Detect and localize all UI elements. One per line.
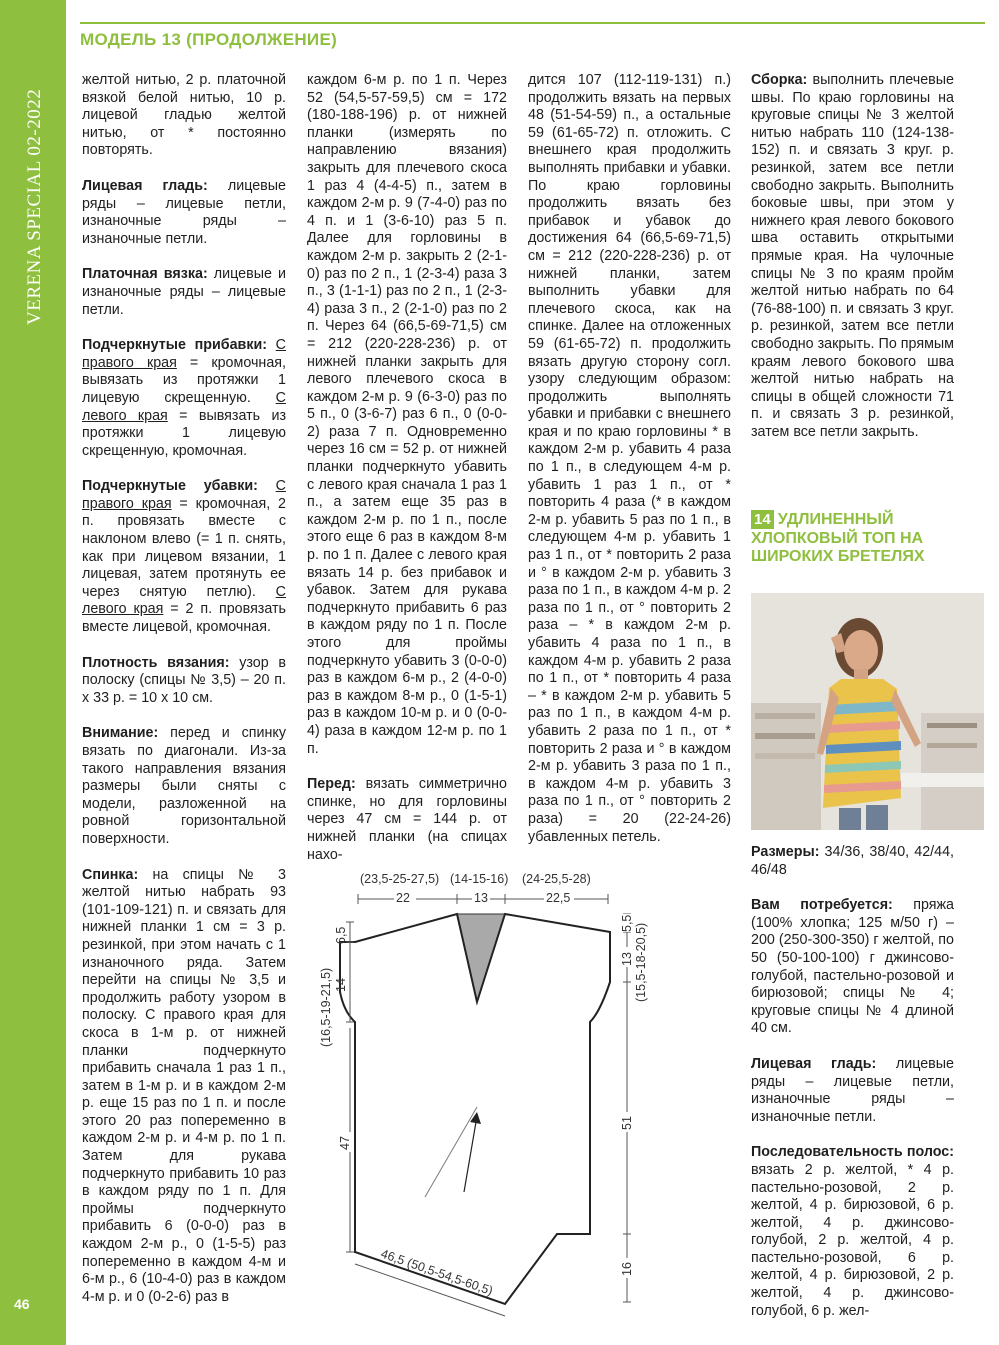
column-1 [82, 72, 286, 1324]
paragraph: Платочная вязка: лицевые и изнаночные ряды – лицевые петли. [82, 266, 287, 318]
model-14-heading [751, 510, 981, 567]
column-3 [528, 72, 731, 864]
woman-photo-illustration [751, 593, 984, 830]
page-number: 46 [14, 1296, 30, 1312]
paragraph: каждом 6-м р. по 1 п. Через 52 (54,5-57-59,5) см = 172 (180-188-196) р. от нижней планки (измерять по направлению вязания) закрыть для плечевого скоса 1 раз 4 (4-4-5) п., затем в каждом 2-м р. 9 (7-4-0) раз по 4 п. и 1 (3-6-10) раз 5 п. Далее для горловины в каждом 2-м р. закрыть 2 (2-1-0) раз по 2 п., 1 (2-3-4) раза 3 п., 3 (1-1-1) раз по 2 п., 1 (2-3-4) раза 3 п., 2 (2-1-0) раз по 2 п. Через 64 (66,5-69-71,5) см = 212 (220-228-236) р. от нижней планки закрыть для левого плечевого скоса в каждом 2-м р. 9 (6-3-0) раз по 5 п., 0 (3-6-7) раз 6 п., 0 (0-0-2) раза 7 п. Одновременно через 16 см = 52 р. от нижней планки подчеркнуто убавить с левого края сначала 1 раз 1 п., а затем еще 35 раз в каждом 2-м р. по 1 п., после этого еще 6 раз в каждом 8-м р. по 1 п. Далее с левого края вязать 14 р. без прибавок и убавок. Затем для рукава подчеркнуто прибавить 6 раз в каждом ряду по 1 п. После этого для проймы подчеркнуто убавить 3 (0-0-0) раз в каждом 6-м р., 2 (4-0-0) раз в каждом 8-м р., 0 (1-5-1) раз в каждом 10-м р. и 0 (0-0-4) раза в каждом 12-м р. по 1 п. [307, 72, 507, 757]
model-title: УДЛИНЕННЫЙ ХЛОПКОВЫЙ ТОП НА ШИРОКИХ БРЕТЕЛЯХ [751, 511, 925, 565]
label-bottom: 46,5 (50,5-54,5-60,5) [379, 1246, 495, 1299]
model-number: 14 [751, 510, 774, 529]
sidebar [0, 0, 66, 1345]
label-left-14: 14 [334, 978, 348, 992]
label-left-65: 6,5 [334, 926, 348, 944]
column-2 [307, 72, 507, 882]
paragraph: Плотность вязания: узор в полоску (спицы № 3,5) – 20 п. х 33 р. = 10 х 10 см. [82, 654, 286, 706]
paragraph: Подчеркнутые прибавки: С правого края = кромочная, вывязать из протяжки 1 лицевую скрещенную. С левого края = вывязать из протяжки 1 лицевую скрещенную, кромочная. [82, 337, 287, 459]
paragraph: дится 107 (112-119-131) п.) продолжить вязать на первых 48 (51-54-59) п., а остальные 59 (61-65-72) п. отложить. С внешнего края продолжить выполнять прибавки и убавки. По краю горловины продолжить вязать без прибавок и убавок до достижения 64 (66,5-69-71,5) см = 212 (220-228-236) р. от нижней планки, затем выполнить убавки для плечевого скоса, как на спинке. Далее на отложенных 59 (61-65-72) п. продолжить вязать другую сторону согл. узору следующим образом: продолжить выполнять убавки и прибавки с внешнего края и по краю горловины * в каждом 2-м р. убавить 4 раза по 1 п., в следующем 4-м р. убавить 1 раз 1 п., от * повторить 4 раза (* в каждом 2-м р. убавить 5 раз по 1 п., в следующем 4-м р. убавить 1 раз 1 п., от * повторить 2 раза и ° в каждом 2-м р. убавить 3 раза по 1 п., в каждом 4-м р. 2 раза по 1 п., от ° повторить 2 раза – * в каждом 2-м р. убавить 4 раза по 1 п., в каждом 4-м р. убавить 2 раза по 1 п., от * повторить 4 раза – * в каждом 2-м р. убавить 5 раз по 1 п., в каждом 4-м р. убавить 2 раза по 1 п., от * повторить 2 раза и ° в каждом 2-м р. убавить 3 раза по 1 п., в каждом 4-м р. убавить 3 раза по 1 п., от ° повторить 2 раза) = 20 (22-24-26) убавленных петель. [528, 72, 731, 845]
label-right-range: (15,5-18-20,5) [634, 922, 648, 1002]
model-photo [751, 593, 984, 830]
label-width-right: 22,5 [546, 891, 571, 905]
column-4 [751, 72, 954, 459]
paragraph: Спинка: на спицы № 3 желтой нитью набрать 93 (101-109-121) п. и связать для нижней планки 1 см = 3 р. резинкой, при этом начать с 1 изнаночного ряда. Затем перейти на спицы № 3,5 и продолжить работу узором в полоску. С правого края для скоса в 1-м р. от нижней планки подчеркнуто прибавить сначала 1 раз 1 п., затем в 1-м р. и в каждом 2-м р. еще 15 раз по 1 п. и после этого 20 раз попеременно в каждом 2-м р. и 4-м р. по 1 п. Затем для рукава подчеркнуто прибавить 10 раз в каждом ряду по 1 п. Для проймы подчеркнуто прибавить 6 (0-0-0) раз в каждом 2-м р., 0 (1-5-5) раз попеременно в каждом 4-м и 6-м р., 6 (10-4-0) раз в каждом 4-м р. и 0 (0-2-6) раз в [82, 866, 286, 1305]
paragraph: Размеры: 34/36, 38/40, 42/44, 46/48 [751, 844, 954, 878]
paragraph: Подчеркнутые убавки: С правого края = кромочная, 2 п. провязать вместе с наклоном влево (= 1 п. снять, как при лицевом вязании, 1 лицевая, затем протянуть ее через снятую петлю). С левого края = 2 п. провязать вместе лицевой, кромочная. [82, 478, 286, 636]
label-left-range: (16,5-19-21,5) [319, 967, 333, 1047]
model-14-text [751, 844, 954, 1338]
page-title: МОДЕЛЬ 13 (ПРОДОЛЖЕНИЕ) [80, 30, 338, 49]
label-left-47: 47 [338, 1136, 352, 1150]
label-top-left: (23,5-25-27,5) [360, 872, 440, 886]
paragraph: Внимание: перед и спинку вязать по диагонали. Из-за такого направления вязания размеры были сняты с модели, разложенной на ровной горизонтальной поверхности. [82, 725, 286, 847]
pattern-diagram [300, 862, 660, 1322]
paragraph: желтой нитью, 2 р. платочной вязкой белой нитью, 10 р. лицевой гладью желтой нитью, от * постоянно повторять. [82, 72, 286, 159]
page-header [80, 22, 985, 68]
label-right-13: 13 [620, 952, 634, 966]
label-width-left: 22 [396, 891, 410, 905]
label-top-right: (24-25,5-28) [522, 872, 591, 886]
paragraph: Лицевая гладь: лицевые ряды – лицевые петли, изнаночные ряды – изнаночные петли. [82, 177, 287, 247]
paragraph: Лицевая гладь: лицевые ряды – лицевые петли, изнаночные ряды – изнаночные петли. [751, 1055, 955, 1125]
label-top-mid: (14-15-16) [450, 872, 509, 886]
label-right-16: 16 [620, 1262, 634, 1276]
paragraph: Вам потребуется: пряжа (100% хлопка; 125 м/50 г) – 200 (250-300-350) г желтой, по 50 (50-100-100) г джинсово-голубой, пастельно-розовой и бирюзовой; спицы № 4; круговые спицы № 4 длиной 40 см. [751, 897, 955, 1037]
paragraph: Сборка: выполнить плечевые швы. По краю горловины на круговые спицы № 3 желтой нитью набрать 110 (124-138-152) п. и связать 3 круг. р. резинкой, затем все петли свободно закрыть. Выполнить боковые швы, при этом у нижнего края левого бокового шва оставить открытыми прямые края. На чулочные спицы № 3 по краям пройм желтой нитью набрать по 64 (76-88-100) п. и связать 3 круг. р. резинкой, затем все петли свободно закрыть. По прямым краям левого бокового шва желтой нитью набрать на спицы в общей сложности 71 п. и связать 3 р. резинкой, затем все петли закрыть. [751, 72, 954, 440]
paragraph: Последовательность полос: вязать 2 р. желтой, * 4 р. пастельно-розовой, 2 р. желтой, 4 р. бирюзовой, 6 р. желтой, 4 р. джинсово-голубой, 2 р. желтой, 4 р. пастельно-розовой, 6 р. желтой, 4 р. бирюзовой, 2 р. желтой, 4 р. джинсово-голубой, 6 р. жел- [751, 1144, 954, 1319]
label-right-55: 5,5 [620, 914, 634, 932]
label-right-51: 51 [620, 1116, 634, 1130]
paragraph: Перед: вязать симметрично спинке, но для горловины через 47 см = 144 р. от нижней планки (на спицах нахо- [307, 776, 507, 863]
label-width-mid: 13 [474, 891, 488, 905]
magazine-name: VERENA SPECIAL 02-2022 [24, 88, 45, 325]
